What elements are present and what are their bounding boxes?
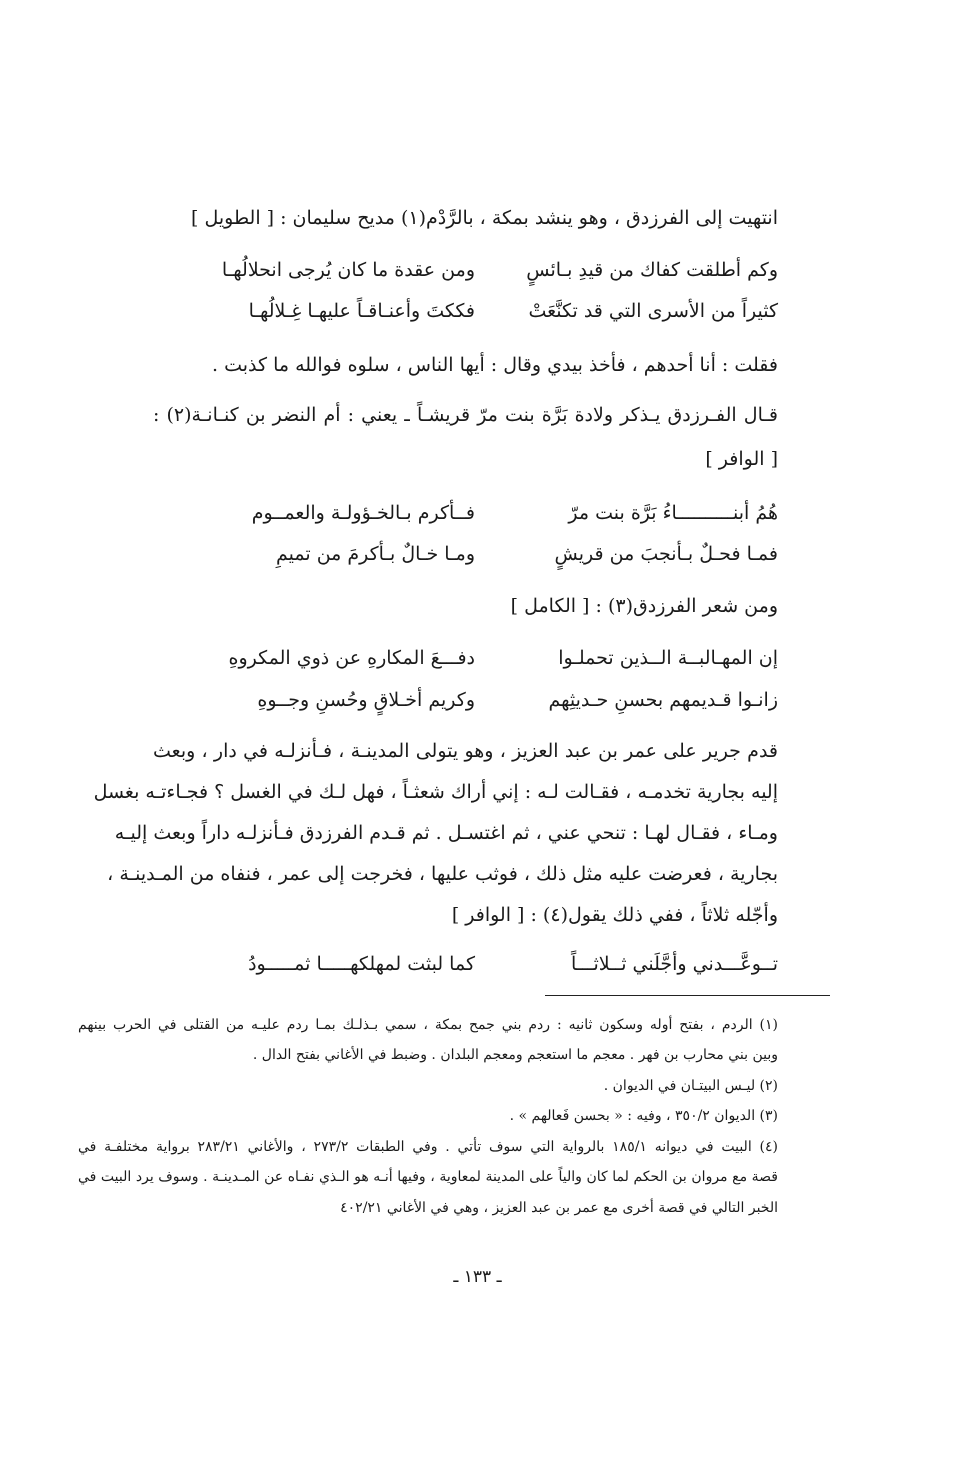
footnote-2: (٢) ليـس البيتـان في الديوان . <box>603 1078 778 1094</box>
poem-3-verse-1-second-hemistich: دفـــعَ المكارهِ عن ذوي المكروهِ <box>228 647 475 669</box>
story-line-2: إليه بجارية تخدمـه ، فقـالت لـه : إني أراك شعثـاً ، فهل لـك في الغسل ؟ فجـاءتـه بغسل <box>93 781 778 803</box>
story-line-3: ومـاء ، فقـال لهـا : تنحي عني ، ثم اغتسـل . ثم قـدم الفرزدق فـأنزلـه داراً وبعث إليـه <box>114 822 778 844</box>
poem-3-verse-1-first-hemistich: إن المهـالبــة الــذين تحملـوا <box>558 647 778 669</box>
poem-1-verse-2-second-hemistich: فككتَ وأعنـاقـاً عليهـا غِـلالُهـا <box>248 300 475 322</box>
poem-2-verse-2-second-hemistich: ومـا خـالٌ بـأكرمَ من تميمِ <box>276 543 475 565</box>
poem-1-verse-2-first-hemistich: كثيراً من الأسرى التي قد تكنَّعَتْ <box>528 300 778 322</box>
paragraph-2-line-1: قـال الفـرزدق يـذكر ولادة بَرَّة بنت مرّ قريشـاً ـ يعني : أم النضر بن كنـانـة(٢) : <box>153 404 779 426</box>
footnote-4-line-1: (٤) البيت في ديوانه ١٨٥/١ بالرواية التي سوف تأتي . وفي الطبقات ٢٧٣/٢ ، والأغاني ٢٨٣/٢١ برواية مختلفـة في <box>78 1139 778 1155</box>
poem-2-verse-1-second-hemistich: فــأكرم بـالخـؤولـة والعمــوم <box>251 502 475 524</box>
paragraph-2-line-2: [ الوافر ] <box>705 448 778 470</box>
poem-2-verse-1-first-hemistich: هُمُ أبنــــــــــاءُ بَرَّة بنت مرّ <box>568 502 778 524</box>
intro-3-line: ومن شعر الفرزدق(٣) : [ الكامل ] <box>510 595 778 617</box>
intro-line: انتهيت إلى الفرزدق ، وهو ينشد بمكة ، بالرَّدْم(١) مديح سليمان : [ الطويل ] <box>191 207 778 229</box>
poem-1-verse-1-second-hemistich: ومن عقدة ما كان يُرجى انحلالُهـا <box>221 259 475 281</box>
poem-3-verse-2-second-hemistich: وكريم أخـلاقٍ وحُسنِ وجــوهِ <box>257 689 475 711</box>
footnote-separator <box>545 995 830 996</box>
poem-2-verse-2-first-hemistich: فمـا فحـلٌ بـأنجبَ من قريشٍ <box>554 543 778 565</box>
poem-3-verse-2-first-hemistich: زانـوا قـديمهم بحسنِ حـديثِهم <box>548 689 778 711</box>
poem-4-verse-1-first-hemistich: تــوعَّـــدني وأجَّلَني ثــلاثـــاً <box>570 953 778 975</box>
footnote-4-line-3: الخبر التالي في قصة أخرى مع عمر بن عبد العزيز ، وهي في الأغاني ٤٠٢/٢١ <box>340 1200 778 1216</box>
footnote-1-line-1: (١) الردم ، بفتح أوله وسكون ثانيه : ردم بني جمح بمكة ، سمي بـذلـك بمـا ردم عليـه من القتلى في الحرب بينهم <box>78 1017 778 1033</box>
footnote-1-line-2: وبين بني محارب بن فهر . معجم ما استعجم ومعجم البلدان . وضبط في الأغاني بفتح الدال . <box>252 1047 778 1063</box>
story-line-5: وأجّله ثلاثاً ، ففي ذلك يقول(٤) : [ الوافر ] <box>451 904 778 926</box>
poem-4-verse-1-second-hemistich: كما لبثت لمهلكهـــــا ثمـــــودُ <box>248 953 475 975</box>
footnote-3: (٣) الديوان ٣٥٠/٢ ، وفيه : « بحسن فَعالهم » . <box>509 1108 778 1124</box>
paragraph-1: فقلت : أنا أحدهم ، فأخذ بيدي وقال : أيها الناس ، سلوه فوالله ما كذبت . <box>212 354 778 376</box>
story-line-1: قدم جرير على عمر بن عبد العزيز ، وهو يتولى المدينـة ، فـأنزلـه في دار ، وبعث <box>153 740 778 762</box>
poem-1-verse-1-first-hemistich: وكم أطلقت كفاك من قيدِ بـائسٍ <box>526 259 778 281</box>
story-line-4: بجارية ، فعرضت عليه مثل ذلك ، فوثب عليها ، فخرجت إلى عمر ، فنفاه من المـدينـة ، <box>107 863 778 885</box>
page-number: ـ ١٣٣ ـ <box>453 1267 502 1287</box>
footnote-4-line-2: قصة مع مروان بن الحكم لما كان والياً على المدينة لمعاوية ، وفيها أنـه هو الـذي نفـاه عن المـدينـة . وسوف يرد البيت في <box>78 1169 778 1185</box>
